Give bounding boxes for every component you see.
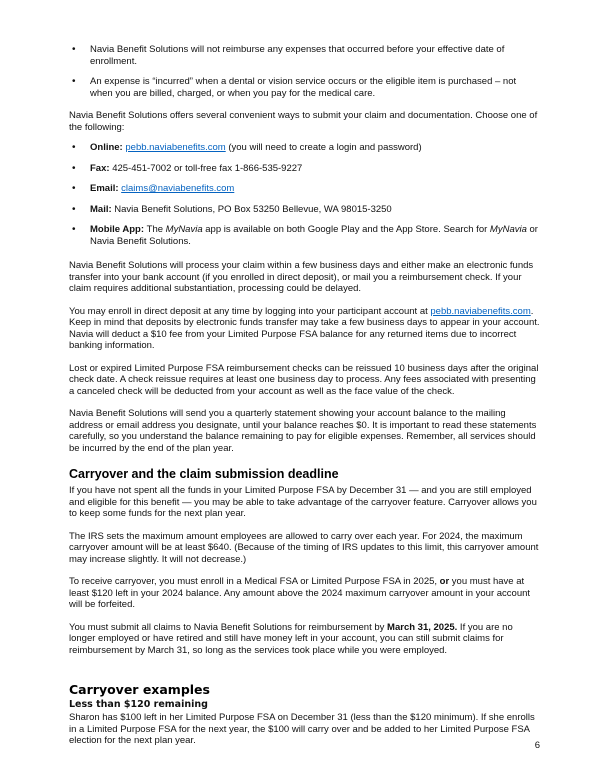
paragraph-submit-deadline: [69, 622, 540, 657]
list-item-online: [69, 142, 540, 154]
bold-text: Mail:: [90, 203, 115, 215]
bold-text: Mobile App:: [90, 224, 147, 235]
paragraph-sharon-example: [69, 712, 540, 747]
intro-bullet-list: [69, 44, 540, 99]
text-run: Navia Benefit Solutions will process your claim within a few business days and either make an electronic funds transfer into your bank account (if you enrolled in direct deposit), or mail you a reimbursement check. If your claim requires additional substantiation, processing could be delayed.: [69, 260, 534, 294]
hyperlink[interactable]: pebb.naviabenefits.com: [125, 142, 226, 153]
bold-text: Email:: [90, 183, 122, 194]
text-run: If you are no longer employed or have retired and still have money left in your account, you can still submit claims for reimbursement by March 31, so long as the services took place while you were employed.: [69, 621, 513, 656]
paragraph-carryover-intro: [69, 485, 540, 520]
list-item: [69, 44, 540, 67]
section-heading-carryover-deadline: Carryover and the claim submission deadline: [69, 467, 339, 481]
text-run: you must have at least $120 left in your 2024 balance. Any amount above the 2024 maximum carryover amount in your account will be forfeited.: [69, 576, 531, 610]
text-run: The IRS sets the maximum amount employees are allowed to carry over each year. For 2024, the maximum carryover amount will be at least $640. (Because of the timing of IRS updates to this limit, this carryover amount may increase slightly. It will not decrease.): [69, 530, 539, 565]
text-run: Navia Benefit Solutions, PO Box 53250 Bellevue, WA 98015-3250: [114, 203, 392, 215]
paragraph-claim-processing: [69, 260, 540, 295]
text-run: Navia Benefit Solutions offers several convenient ways to submit your claim and documentation. Choose one of the following:: [69, 110, 538, 133]
text-run: Navia Benefit Solutions will send you a quarterly statement showing your account balance to the mailing address or email address you designate, until your balance reaches $0. It is important to read these statements carefully, so you understand the balance remaining to pay for eligible expenses. Remember, all services should be incurred by the end of the plan year.: [69, 408, 537, 454]
hyperlink[interactable]: claims@naviabenefits.com: [121, 183, 235, 194]
bold-text: Online:: [90, 142, 126, 153]
submission-methods-list: [69, 142, 540, 247]
bold-text: March 31, 2025.: [387, 621, 458, 633]
paragraph-lost-checks: [69, 363, 540, 398]
text-run: You may enroll in direct deposit at any time by logging into your participant account at: [69, 305, 431, 317]
list-item-mail: [69, 204, 540, 216]
list-item: [69, 76, 540, 99]
list-item-fax: [69, 163, 540, 175]
text-run: app is available on both Google Play and the App Store. Search for: [202, 224, 490, 235]
text-run: The: [146, 224, 166, 235]
paragraph-ways-intro: [69, 110, 540, 133]
paragraph-receive-carryover: [69, 576, 540, 611]
text-run: If you have not spent all the funds in your Limited Purpose FSA by December 31 — and you are still employed and eligible for this benefit — you may be able to take advantage of the carryover feature. Carryover allows you to keep some funds for the next plan year.: [69, 485, 537, 519]
list-item-mobile-app: [69, 224, 540, 247]
text-run: Lost or expired Limited Purpose FSA reimbursement checks can be reissued 10 business days after the original check date. A check reissue requires at least one business day to process. Any fees associated with presenting a canceled check will be deducted from your account as well as the face value of the check.: [69, 362, 539, 397]
hyperlink[interactable]: pebb.naviabenefits.com: [430, 305, 531, 317]
paragraph-irs-limit: [69, 531, 540, 566]
page-number: 6: [534, 739, 540, 751]
list-item-email: [69, 183, 540, 195]
text-run: Sharon has $100 left in her Limited Purpose FSA on December 31 (less than the $120 minimum). If she enrolls in a Limited Purpose FSA for the next year, the $100 will carry over and be added to her Limited Purpose FSA election for the next plan year.: [69, 712, 535, 746]
paragraph-direct-deposit: [69, 306, 540, 352]
bold-text: Fax:: [90, 162, 113, 174]
paragraph-quarterly-statement: [69, 408, 540, 454]
italic-text: MyNavia: [489, 224, 527, 235]
text-run: or Navia Benefit Solutions.: [90, 224, 538, 247]
text-run: To receive carryover, you must enroll in a Medical FSA or Limited Purpose FSA in 2025,: [69, 576, 440, 587]
text-run: (you will need to create a login and password): [225, 142, 422, 153]
text-run: 425-451-7002 or toll-free fax 1-866-535-9227: [112, 162, 303, 174]
bold-text: or: [439, 576, 450, 587]
subheading-less-than-120: Less than $120 remaining: [69, 699, 208, 710]
text-run: . Keep in mind that deposits by electronic funds transfer may take a few business days to appear in your account. Navia will deduct a $10 fee from your Limited Purpose FSA balance for any returned items due to incorrect banking information.: [69, 305, 540, 351]
text-run: Navia Benefit Solutions will not reimburse any expenses that occurred before your effective date of enrollment.: [90, 44, 505, 67]
text-run: An expense is “incurred” when a dental or vision service occurs or the eligible item is purchased – not when you are billed, charged, or when you pay for the medical care.: [90, 76, 517, 99]
italic-text: MyNavia: [165, 224, 203, 235]
text-run: You must submit all claims to Navia Benefit Solutions for reimbursement by: [69, 621, 388, 633]
section-heading-carryover-examples: Carryover examples: [69, 682, 210, 697]
